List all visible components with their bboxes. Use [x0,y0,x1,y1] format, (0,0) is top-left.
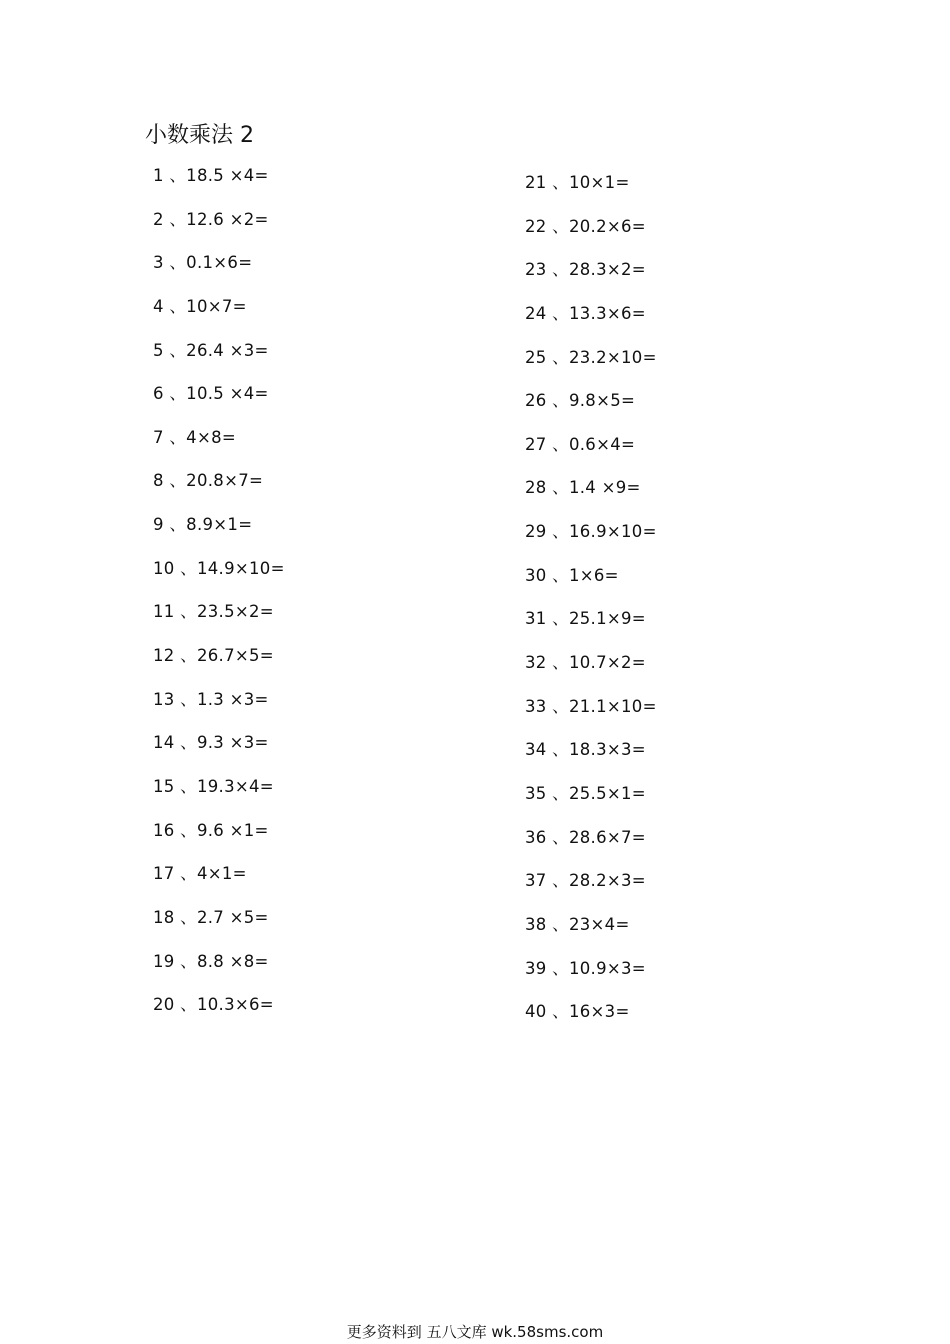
problem-item: 23 、28.3×2= [525,260,646,280]
problem-item: 3 、0.1×6= [153,253,253,273]
page-title: 小数乘法 2 [145,123,254,148]
problem-item: 40 、16×3= [525,1002,630,1022]
problem-item: 39 、10.9×3= [525,958,646,978]
problem-item: 24 、13.3×6= [525,303,646,323]
problem-item: 10 、14.9×10= [153,558,285,578]
problem-item: 8 、20.8×7= [153,471,264,491]
problem-column-left [153,165,285,1038]
problem-item: 14 、9.3 ×3= [153,733,269,753]
problem-item: 1 、18.5 ×4= [153,166,269,185]
problem-item: 19 、8.8 ×8= [153,951,269,971]
problem-column-right [525,172,657,1045]
problem-item: 34 、18.3×3= [525,740,646,760]
problem-item: 25 、23.2×10= [525,347,657,367]
problem-item: 26 、9.8×5= [525,391,636,411]
problem-item: 15 、19.3×4= [153,776,274,796]
problem-item: 4 、10×7= [153,296,247,316]
problem-item: 12 、26.7×5= [153,646,274,666]
problem-item: 16 、9.6 ×1= [153,820,269,840]
problem-item: 5 、26.4 ×3= [153,340,269,360]
problem-item: 6 、10.5 ×4= [153,384,269,404]
problem-item: 9 、8.9×1= [153,515,253,535]
problem-item: 31 、25.1×9= [525,609,646,629]
problem-item: 2 、12.6 ×2= [153,209,269,229]
problem-item: 29 、16.9×10= [525,522,657,542]
problem-item: 32 、10.7×2= [525,653,646,673]
footer-watermark: 更多资料到 五八文库 wk.58sms.com [346,1323,604,1341]
problem-item: 21 、10×1= [525,173,630,192]
problem-item: 11 、23.5×2= [153,602,274,622]
problem-item: 33 、21.1×10= [525,696,657,716]
problem-item: 35 、25.5×1= [525,783,646,803]
problem-item: 36 、28.6×7= [525,827,646,847]
problem-item: 27 、0.6×4= [525,434,636,454]
problem-item: 20 、10.3×6= [153,995,274,1015]
problem-item: 38 、23×4= [525,914,630,934]
problem-item: 22 、20.2×6= [525,216,646,236]
problem-item: 30 、1×6= [525,565,619,585]
problem-item: 13 、1.3 ×3= [153,689,269,709]
problem-item: 7 、4×8= [153,427,236,447]
problem-item: 18 、2.7 ×5= [153,907,269,927]
problem-item: 28 、1.4 ×9= [525,478,641,498]
problem-item: 37 、28.2×3= [525,871,646,891]
problem-item: 17 、4×1= [153,864,247,884]
